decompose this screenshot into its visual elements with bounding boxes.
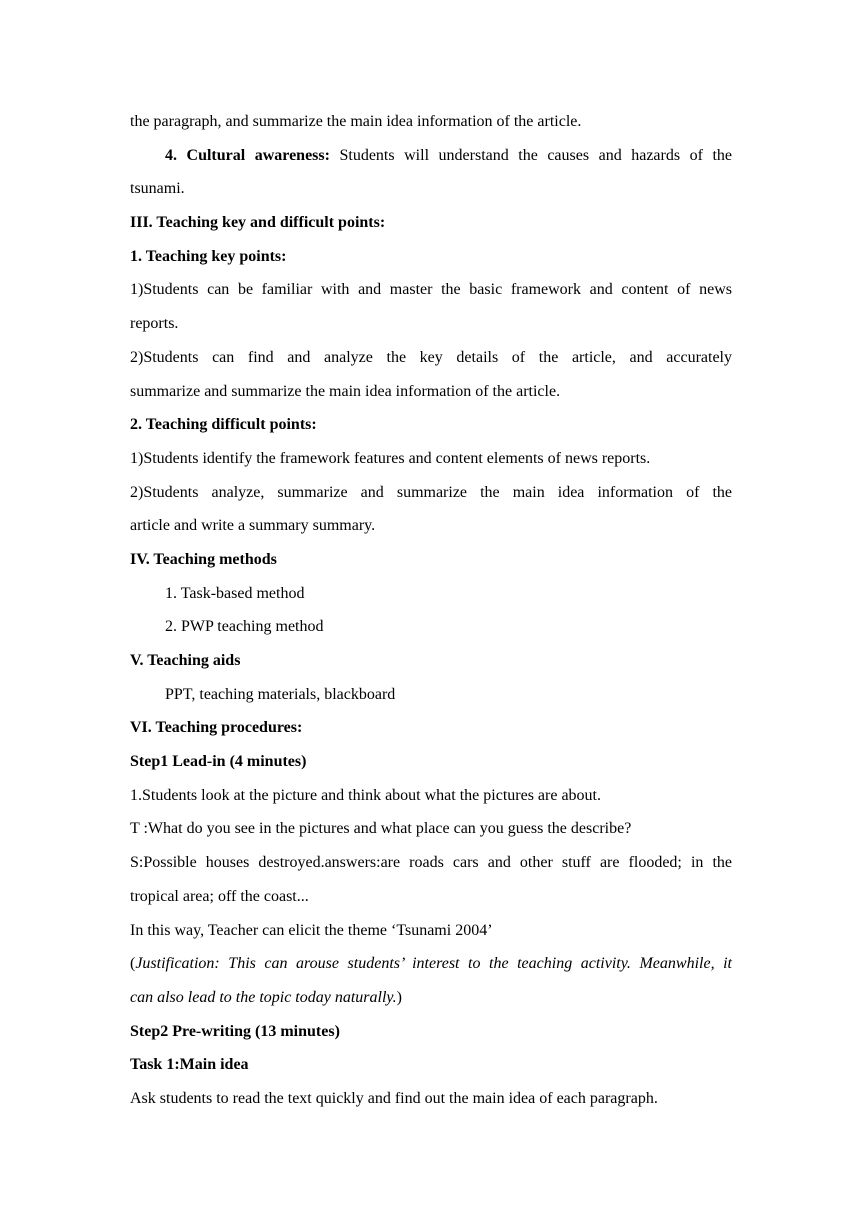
difficult-point-2-cont: article and write a summary summary.: [130, 517, 376, 535]
cultural-awareness-line: [130, 139, 732, 173]
method-item: 2. PWP teaching method: [165, 618, 324, 636]
step1-text-1: 1.Students look at the picture and think about what the pictures are about.: [130, 786, 601, 804]
key-point-1: 1)Students can be familiar with and master the basic framework and content of news: [130, 281, 732, 299]
justification-line: [130, 947, 732, 981]
justification-text: Justification: This can arouse students’ interest to the teaching activity. Meanwhile, it: [135, 955, 732, 973]
step2-heading: Step2 Pre-writing (13 minutes): [130, 1022, 340, 1040]
difficult-point-1: 1)Students identify the framework features and content elements of news reports.: [130, 449, 651, 467]
cultural-awareness-label: 4. Cultural awareness:: [165, 146, 330, 164]
subheading-key-points: 1. Teaching key points:: [130, 247, 287, 265]
aids-text: PPT, teaching materials, blackboard: [165, 685, 396, 703]
subheading-difficult-points: 2. Teaching difficult points:: [130, 416, 317, 434]
task1-text: Ask students to read the text quickly and find out the main idea of each paragraph.: [130, 1089, 658, 1107]
paragraph-line: tsunami.: [130, 180, 185, 198]
key-point-1-cont: reports.: [130, 315, 179, 333]
section-heading-aids: V. Teaching aids: [130, 652, 241, 669]
step1-text-2: T :What do you see in the pictures and what place can you guess the describe?: [130, 820, 632, 838]
paragraph-line: the paragraph, and summarize the main idea information of the article.: [130, 113, 582, 130]
task1-heading: Task 1:Main idea: [130, 1056, 249, 1074]
method-item: 1. Task-based method: [165, 584, 305, 602]
section-heading-procedures: VI. Teaching procedures:: [130, 719, 303, 737]
step1-text-3-cont: tropical area; off the coast...: [130, 887, 309, 905]
justification-close-paren: ): [396, 988, 402, 1006]
document-page: [130, 105, 732, 1116]
section-heading-key-points: III. Teaching key and difficult points:: [130, 214, 386, 232]
justification-text-cont: can also lead to the topic today naturally.: [130, 988, 397, 1006]
step1-heading: Step1 Lead-in (4 minutes): [130, 753, 307, 771]
difficult-point-2: 2)Students analyze, summarize and summarize the main idea information of the: [130, 483, 732, 501]
key-point-2-cont: summarize and summarize the main idea information of the article.: [130, 382, 561, 400]
section-heading-methods: IV. Teaching methods: [130, 550, 277, 568]
justification-line-cont: [130, 981, 732, 1015]
step1-text-4: In this way, Teacher can elicit the theme ‘Tsunami 2004’: [130, 921, 493, 939]
cultural-awareness-text: Students will understand the causes and hazards of the: [329, 146, 732, 164]
step1-text-3: S:Possible houses destroyed.answers:are roads cars and other stuff are flooded; in the: [130, 854, 732, 872]
justification-open-paren: (: [130, 955, 136, 973]
key-point-2: 2)Students can find and analyze the key details of the article, and accurately: [130, 348, 732, 366]
